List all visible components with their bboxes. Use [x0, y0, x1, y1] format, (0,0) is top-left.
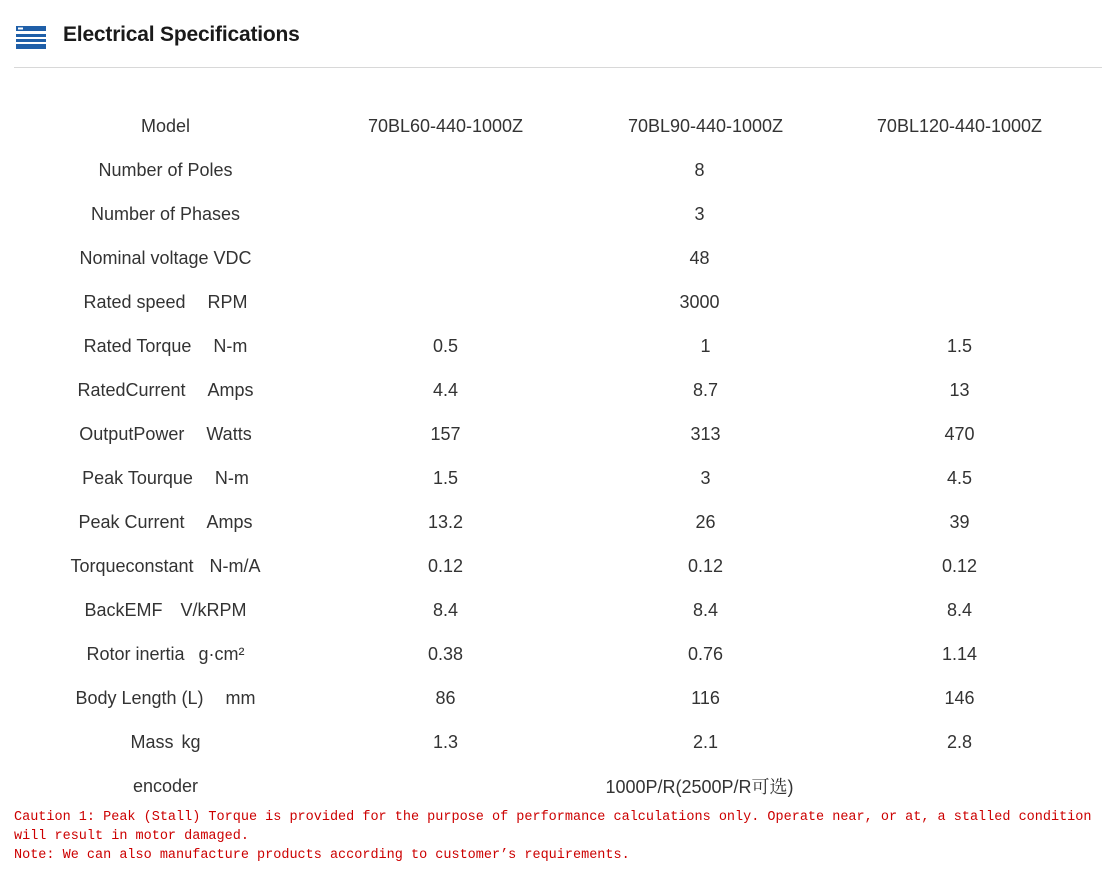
row-label — [33, 676, 298, 720]
row-label — [33, 412, 298, 456]
table-row-power — [33, 412, 1101, 456]
cell-value: 1000P/R(2500P/R可选) — [605, 777, 794, 797]
label-unit: Amps — [206, 511, 253, 532]
row-label — [33, 632, 298, 676]
cell-value: 0.12 — [941, 555, 978, 576]
model-name: 70BL120-440-1000Z — [876, 115, 1043, 136]
label-unit: N-m — [214, 467, 249, 488]
row-label — [33, 720, 298, 764]
cell-value: 470 — [944, 423, 975, 444]
model-name: 70BL90-440-1000Z — [627, 115, 784, 136]
table-row-current — [33, 368, 1101, 412]
label-name: OutputPower — [79, 423, 185, 444]
row-label: Number of Phases — [90, 203, 241, 224]
label-name: Body Length (L) — [75, 687, 204, 708]
cell-value: 2.8 — [946, 731, 973, 752]
cell-value: 4.4 — [432, 379, 459, 400]
cell-value: 146 — [944, 687, 975, 708]
cell-value: 313 — [690, 423, 721, 444]
row-label — [33, 280, 298, 324]
label-unit: g·cm² — [198, 643, 245, 664]
label-unit: Amps — [207, 379, 254, 400]
list-icon — [16, 26, 46, 49]
cell-value: 1 — [700, 335, 711, 356]
label-unit: kg — [181, 731, 201, 752]
label-name: Rotor inertia — [86, 643, 185, 664]
cell-value: 2.1 — [692, 731, 719, 752]
table-row-back-emf — [33, 588, 1101, 632]
table-row-speed — [33, 280, 1101, 324]
cell-value: 8.4 — [432, 599, 459, 620]
table-row-model — [33, 104, 1101, 148]
row-label: Model — [140, 115, 191, 136]
label-name: BackEMF — [84, 599, 163, 620]
cell-value: 0.38 — [427, 643, 464, 664]
cell-value: 26 — [695, 511, 716, 532]
model-name: 70BL60-440-1000Z — [367, 115, 524, 136]
table-row-torque — [33, 324, 1101, 368]
row-label — [33, 500, 298, 544]
label-name: Rated Torque — [83, 335, 192, 356]
cell-value: 8.7 — [692, 379, 719, 400]
section-header — [14, 20, 1102, 68]
spec-table — [33, 104, 1101, 808]
cell-value: 116 — [691, 687, 720, 708]
caution-note: Caution 1: Peak (Stall) Torque is provided for the purpose of performance calculations only. Operate near, or at, a stalled condition will result in motor damaged. — [14, 810, 1092, 844]
cell-value: 3 — [700, 467, 711, 488]
table-row-phases — [33, 192, 1101, 236]
label-unit: V/kRPM — [180, 599, 247, 620]
table-row-inertia — [33, 632, 1101, 676]
cell-value: 3 — [694, 203, 705, 224]
row-label: Number of Poles — [98, 159, 233, 180]
table-row-mass — [33, 720, 1101, 764]
cell-value: 0.76 — [687, 643, 724, 664]
cell-value: 8 — [694, 159, 705, 180]
cell-value: 0.5 — [432, 335, 459, 356]
table-row-poles — [33, 148, 1101, 192]
cell-value: 0.12 — [687, 555, 724, 576]
cell-value: 48 — [689, 247, 710, 268]
label-name: Peak Current — [78, 511, 185, 532]
label-name: Torqueconstant — [70, 555, 194, 576]
customization-note: Note: We can also manufacture products according to customer’s requirements. — [14, 848, 630, 863]
footnotes — [14, 808, 1104, 865]
row-label — [33, 324, 298, 368]
label-name: RatedCurrent — [77, 379, 186, 400]
row-label — [33, 588, 298, 632]
cell-value: 3000 — [679, 291, 720, 312]
label-name: Peak Tourque — [82, 467, 193, 488]
table-row-torque-constant — [33, 544, 1101, 588]
row-label: encoder — [132, 775, 199, 796]
cell-value: 1.14 — [941, 643, 978, 664]
table-row-encoder — [33, 764, 1101, 808]
table-row-voltage — [33, 236, 1101, 280]
label-unit: mm — [225, 687, 256, 708]
table-row-peak-current — [33, 500, 1101, 544]
row-label: Nominal voltage VDC — [79, 247, 252, 268]
label-name: Rated speed — [83, 291, 186, 312]
cell-value: 39 — [949, 511, 970, 532]
cell-value: 1.5 — [432, 467, 459, 488]
cell-value: 86 — [435, 687, 456, 708]
cell-value: 0.12 — [427, 555, 464, 576]
label-name: Mass — [130, 731, 174, 752]
page-title: Electrical Specifications — [63, 23, 300, 46]
row-label — [33, 544, 298, 588]
cell-value: 1.5 — [946, 335, 973, 356]
label-unit: Watts — [206, 423, 252, 444]
label-unit: N-m — [213, 335, 248, 356]
cell-value: 4.5 — [946, 467, 973, 488]
cell-value: 157 — [430, 423, 461, 444]
table-row-peak-torque — [33, 456, 1101, 500]
cell-value: 13.2 — [427, 511, 464, 532]
cell-value: 1.3 — [432, 731, 459, 752]
table-row-length — [33, 676, 1101, 720]
label-unit: N-m/A — [209, 555, 261, 576]
row-label — [33, 368, 298, 412]
cell-value: 8.4 — [692, 599, 719, 620]
cell-value: 13 — [949, 379, 970, 400]
row-label — [33, 456, 298, 500]
label-unit: RPM — [207, 291, 248, 312]
cell-value: 8.4 — [946, 599, 973, 620]
